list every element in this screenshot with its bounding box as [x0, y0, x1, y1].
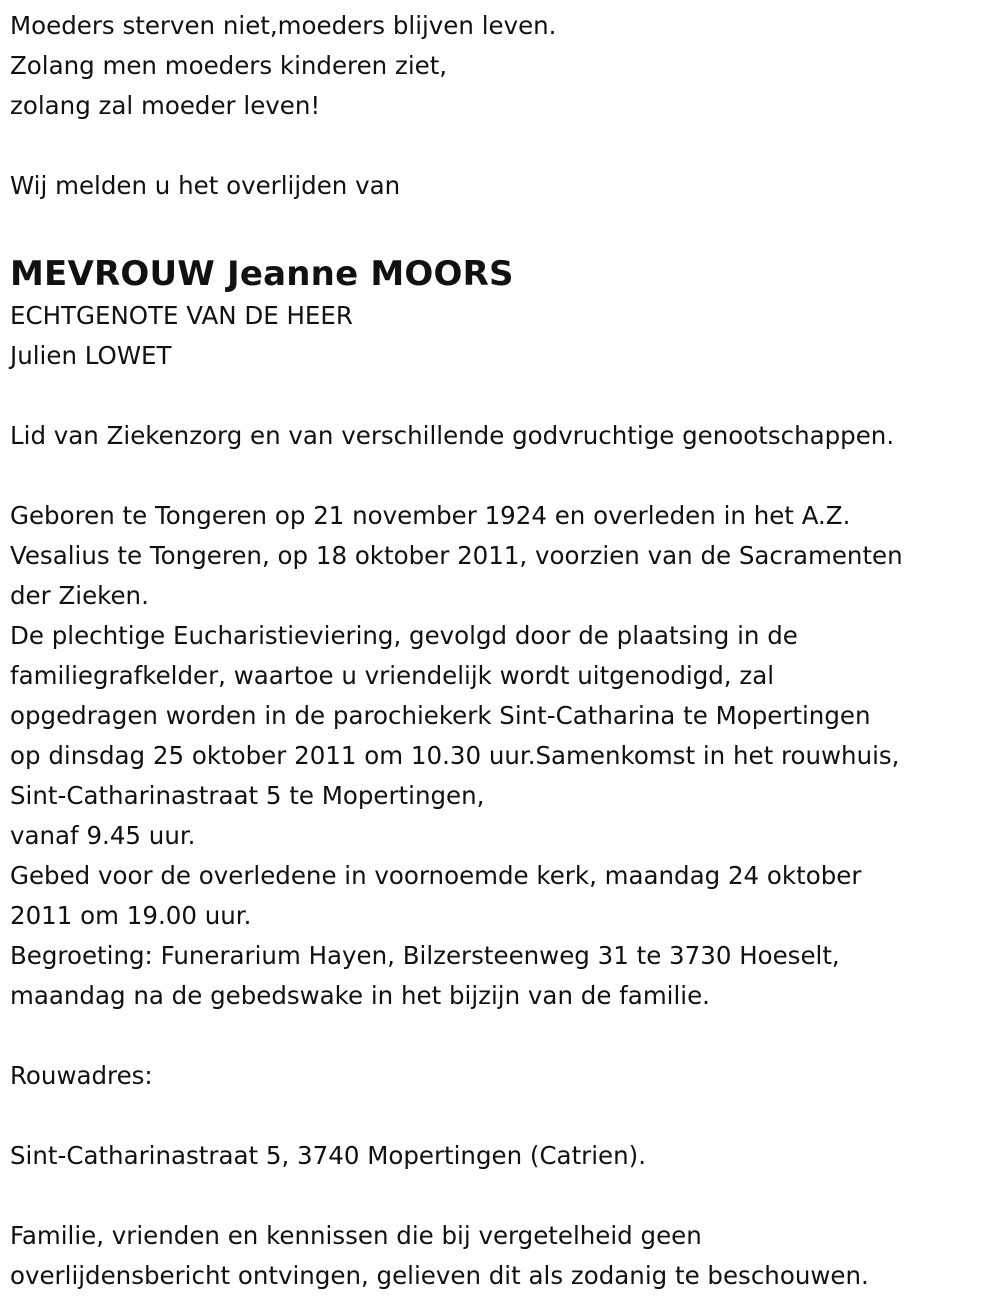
details-line: op dinsdag 25 oktober 2011 om 10.30 uur.Samenkomst in het rouwhuis,: [10, 741, 900, 770]
details-line: opgedragen worden in de parochiekerk Sint-Catharina te Mopertingen: [10, 701, 871, 730]
details-line: De plechtige Eucharistieviering, gevolgd door de plaatsing in de: [10, 621, 798, 650]
details-line: der Zieken.: [10, 581, 149, 610]
details-line: Gebed voor de overledene in voornoemde kerk, maandag 24 oktober: [10, 861, 862, 890]
spouse-line: ECHTGENOTE VAN DE HEER: [10, 301, 353, 330]
details-line: vanaf 9.45 uur.: [10, 821, 196, 850]
details-line: Vesalius te Tongeren, op 18 oktober 2011, voorzien van de Sacramenten: [10, 541, 903, 570]
details-line: Geboren te Tongeren op 21 november 1924 en overleden in het A.Z.: [10, 501, 851, 530]
details: [10, 496, 903, 1016]
deceased-name: MEVROUW Jeanne MOORS: [10, 254, 514, 294]
membership-text: Lid van Ziekenzorg en van verschillende godvruchtige genootschappen.: [10, 421, 895, 450]
poem-line: Zolang men moeders kinderen ziet,: [10, 51, 448, 80]
details-line: 2011 om 19.00 uur.: [10, 901, 252, 930]
obituary-notice: [10, 6, 903, 1296]
address: Sint-Catharinastraat 5, 3740 Mopertingen (Catrien).: [10, 1141, 647, 1170]
spouse-name: Julien LOWET: [10, 341, 172, 370]
details-line: Begroeting: Funerarium Hayen, Bilzersteenweg 31 te 3730 Hoeselt,: [10, 941, 840, 970]
closing-line: overlijdensbericht ontvingen, gelieven dit als zodanig te beschouwen.: [10, 1261, 869, 1290]
details-line: Sint-Catharinastraat 5 te Mopertingen,: [10, 781, 485, 810]
intro-text: Wij melden u het overlijden van: [10, 171, 401, 200]
details-line: familiegrafkelder, waartoe u vriendelijk wordt uitgenodigd, zal: [10, 661, 775, 690]
poem-line: Moeders sterven niet,moeders blijven leven.: [10, 11, 557, 40]
poem: [10, 6, 903, 126]
details-line: maandag na de gebedswake in het bijzijn van de familie.: [10, 981, 710, 1010]
address-label: Rouwadres:: [10, 1061, 153, 1090]
poem-line: zolang zal moeder leven!: [10, 91, 321, 120]
closing-line: Familie, vrienden en kennissen die bij vergetelheid geen: [10, 1221, 702, 1250]
